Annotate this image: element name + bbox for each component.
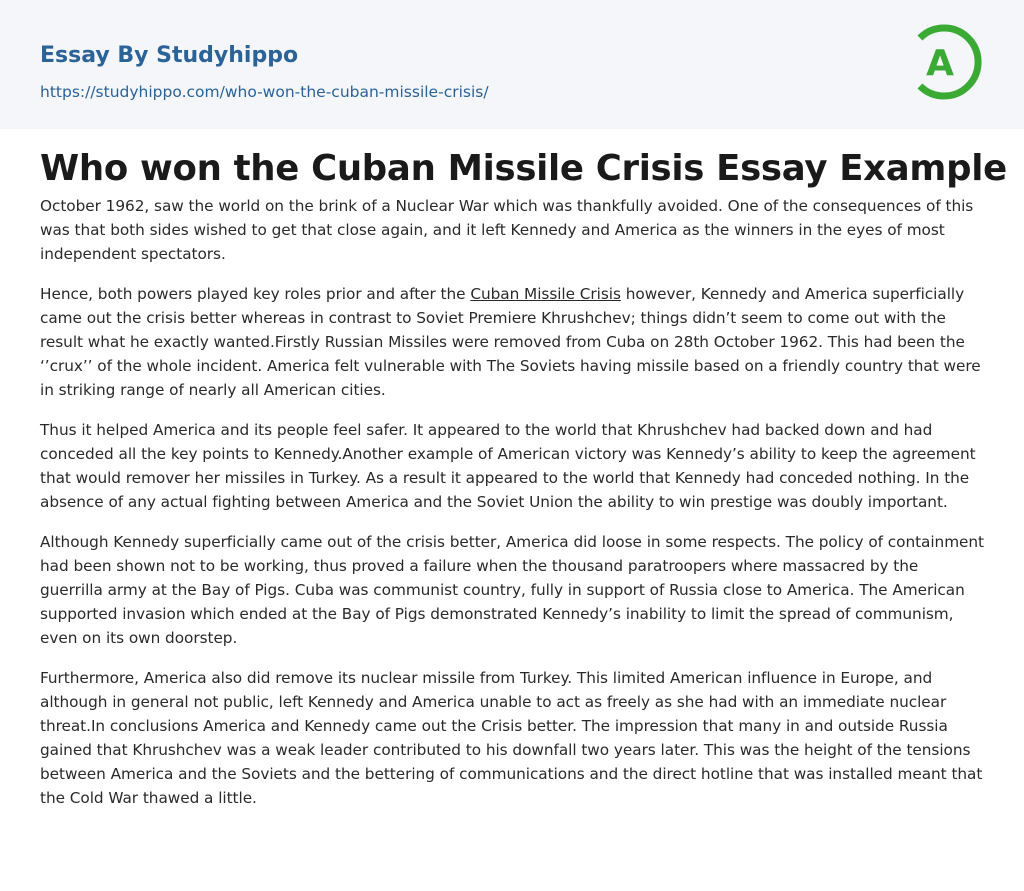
paragraph-4: Although Kennedy superficially came out of the crisis better, America did loose in some respects. The policy of containment had been shown not to be working, thus proved a failure when the thousand paratroopers where massacred by the guerrilla army at the Bay of Pigs. Cuba was communist country, fully in support of Russia close to America. The American supported invasion which ended at the Bay of Pigs demonstrated Kennedy’s inability to limit the spread of communism, even on its own doorstep.	[40, 533, 985, 647]
page-url-link[interactable]: https://studyhippo.com/who-won-the-cuban-missile-crisis/	[40, 83, 489, 101]
paragraph-2-intro: Hence, both powers played key roles prior and after the	[40, 285, 471, 303]
cuban-missile-crisis-link[interactable]: Cuban Missile Crisis	[470, 285, 621, 303]
site-name[interactable]: Essay By Studyhippo	[40, 43, 299, 68]
article	[0, 129, 1024, 810]
paragraph-2	[40, 282, 984, 402]
logo-letter: A	[926, 43, 954, 84]
paragraph-2-rest: however, Kennedy and America superficially came out the crisis better whereas in contrast to Soviet Premiere Khrushchev; things didn’t seem to come out with the result what he exactly wanted.Firstly Russian Missiles were removed from Cuba on 28th October 1962. This had been the ‘’crux’’ of the whole incident. America felt vulnerable with The Soviets having missile based on a friendly country that were in striking range of nearly all American cities.	[40, 285, 981, 399]
paragraph-1: October 1962, saw the world on the brink of a Nuclear War which was thankfully avoided. One of the consequences of this was that both sides wished to get that close again, and it left Kennedy and America as the winners in the eyes of most independent spectators.	[40, 197, 974, 263]
page-title: Who won the Cuban Missile Crisis Essay Example	[40, 148, 1007, 189]
site-header	[0, 0, 1024, 129]
paragraph-5: Furthermore, America also did remove its nuclear missile from Turkey. This limited American influence in Europe, and although in general not public, left Kennedy and America unable to act as freely as she had with an immediate nuclear threat.In conclusions America and Kennedy came out the Crisis better. The impression that many in and outside Russia gained that Khrushchev was a weak leader contributed to his downfall two years later. This was the height of the tensions between America and the Soviets and the bettering of communications and the direct hotline that was installed meant that the Cold War thawed a little.	[40, 669, 983, 807]
site-logo-icon[interactable]	[912, 18, 986, 106]
paragraph-3: Thus it helped America and its people feel safer. It appeared to the world that Khrushchev had backed down and had conceded all the key points to Kennedy.Another example of American victory was Kennedy’s ability to keep the agreement that would remover her missiles in Turkey. As a result it appeared to the world that Kennedy had conceded nothing. In the absence of any actual fighting between America and the Soviet Union the ability to win prestige was doubly important.	[40, 421, 976, 511]
